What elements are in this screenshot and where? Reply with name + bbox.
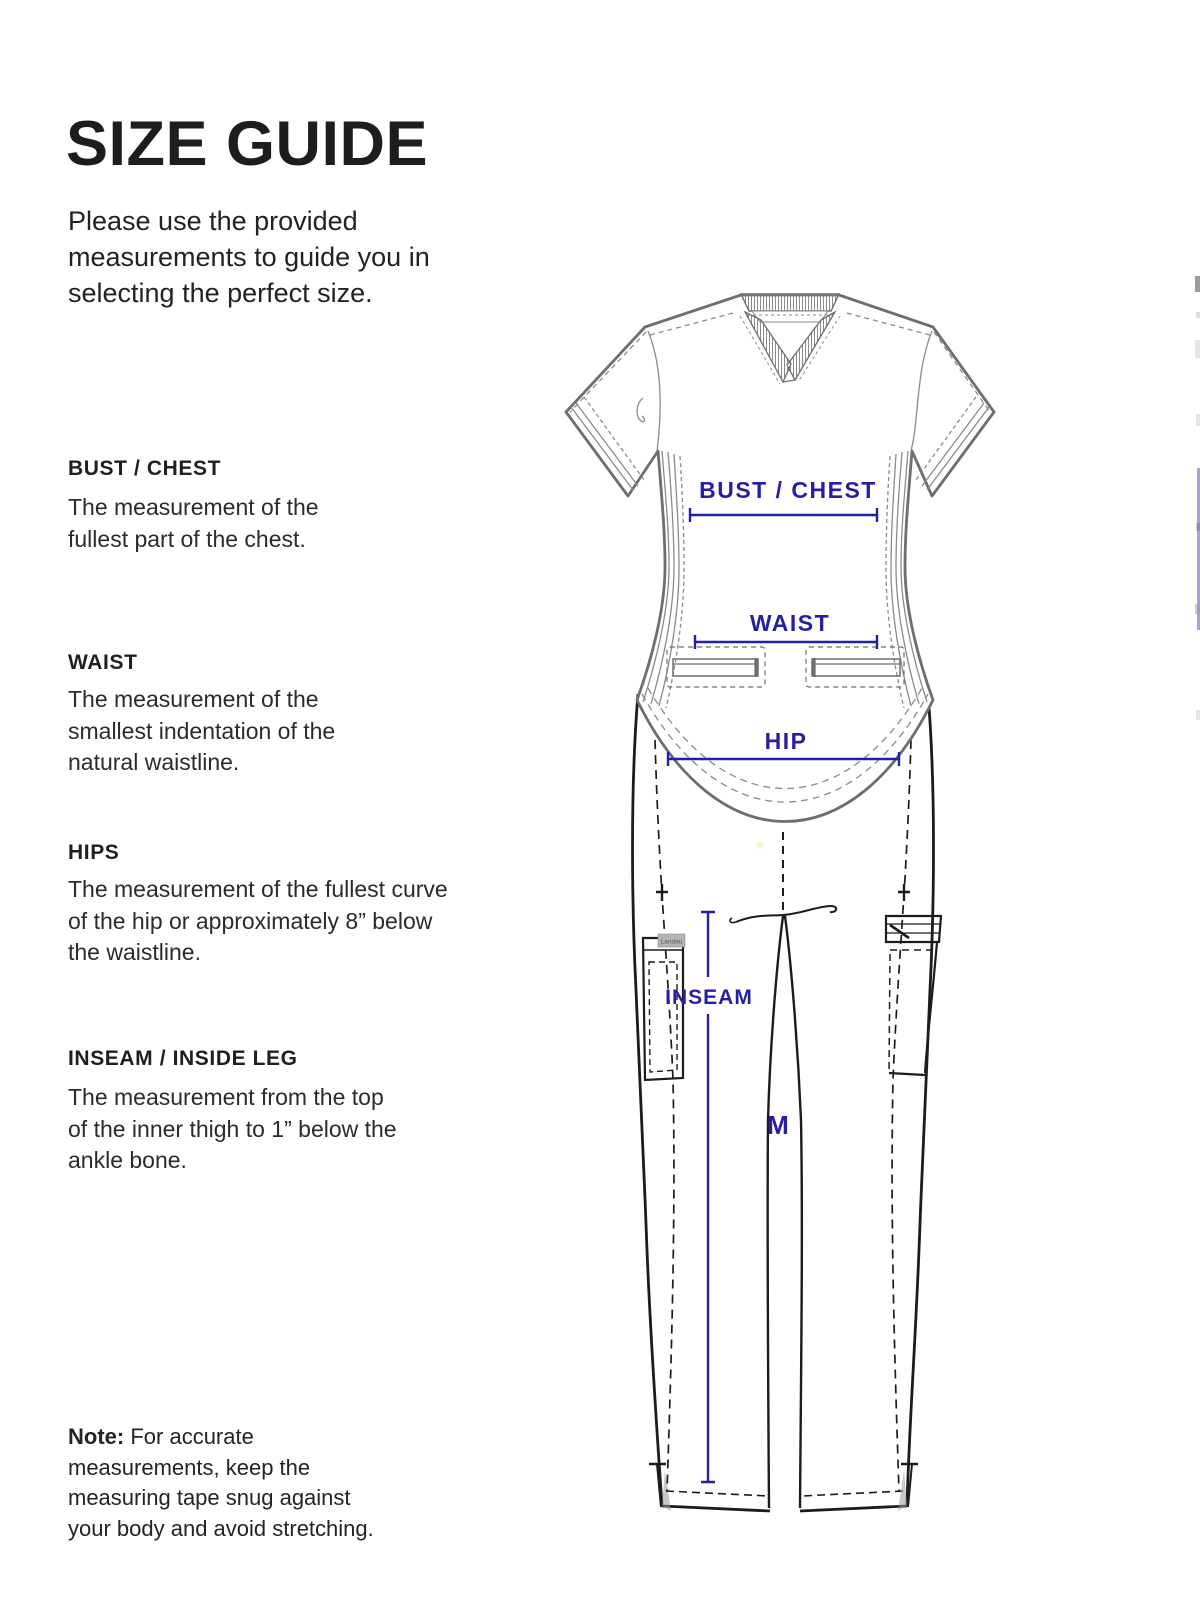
section-heading-bust-chest: BUST / CHEST bbox=[68, 457, 222, 480]
diagram-label-size-marker: M bbox=[767, 1110, 789, 1140]
diagram-label-waist: WAIST bbox=[749, 610, 831, 636]
cutoff-artifact bbox=[1196, 414, 1200, 426]
cutoff-artifact bbox=[1195, 340, 1200, 358]
note-label: Note: bbox=[68, 1424, 125, 1449]
cutoff-artifact bbox=[1196, 523, 1200, 531]
section-body-inseam: The measurement from the top of the inner thigh to 1” below the ankle bone. bbox=[68, 1084, 397, 1173]
section-heading-waist: WAIST bbox=[68, 651, 138, 674]
note-body: For accurate measurements, keep the measuring tape snug against your body and avoid stretching. bbox=[68, 1424, 374, 1541]
zipper-pull-icon bbox=[890, 925, 909, 938]
section-heading-hips: HIPS bbox=[68, 841, 120, 864]
section-body-bust-chest: The measurement of the fullest part of the chest. bbox=[68, 494, 319, 552]
intro-text: Please use the provided measurements to guide you in selecting the perfect size. bbox=[68, 206, 430, 308]
speck-artifact bbox=[756, 841, 764, 849]
garment-diagram bbox=[540, 270, 1000, 1530]
diagram-label-inseam: INSEAM bbox=[665, 986, 753, 1009]
diagram-label-bust-chest: BUST / CHEST bbox=[699, 477, 877, 503]
scrub-top-drawing bbox=[566, 294, 994, 849]
left-cargo-pocket bbox=[643, 938, 683, 1080]
cutoff-artifact bbox=[1195, 604, 1200, 614]
cutoff-artifact bbox=[1196, 312, 1200, 318]
section-heading-inseam: INSEAM / INSIDE LEG bbox=[68, 1047, 298, 1070]
section-body-waist: The measurement of the smallest indentation of the natural waistline. bbox=[68, 686, 336, 775]
diagram-label-hip: HIP bbox=[764, 728, 808, 754]
cutoff-artifact bbox=[1196, 710, 1200, 720]
section-body-hips: The measurement of the fullest curve of the hip or approximately 8” below the waistline. bbox=[68, 876, 448, 965]
note-text bbox=[68, 1422, 398, 1544]
pocket-brand-tag-label: Landau bbox=[660, 938, 683, 946]
pocket-brand-tag bbox=[658, 934, 685, 947]
page-title: SIZE GUIDE bbox=[66, 109, 429, 180]
cutoff-artifact bbox=[1195, 276, 1200, 292]
